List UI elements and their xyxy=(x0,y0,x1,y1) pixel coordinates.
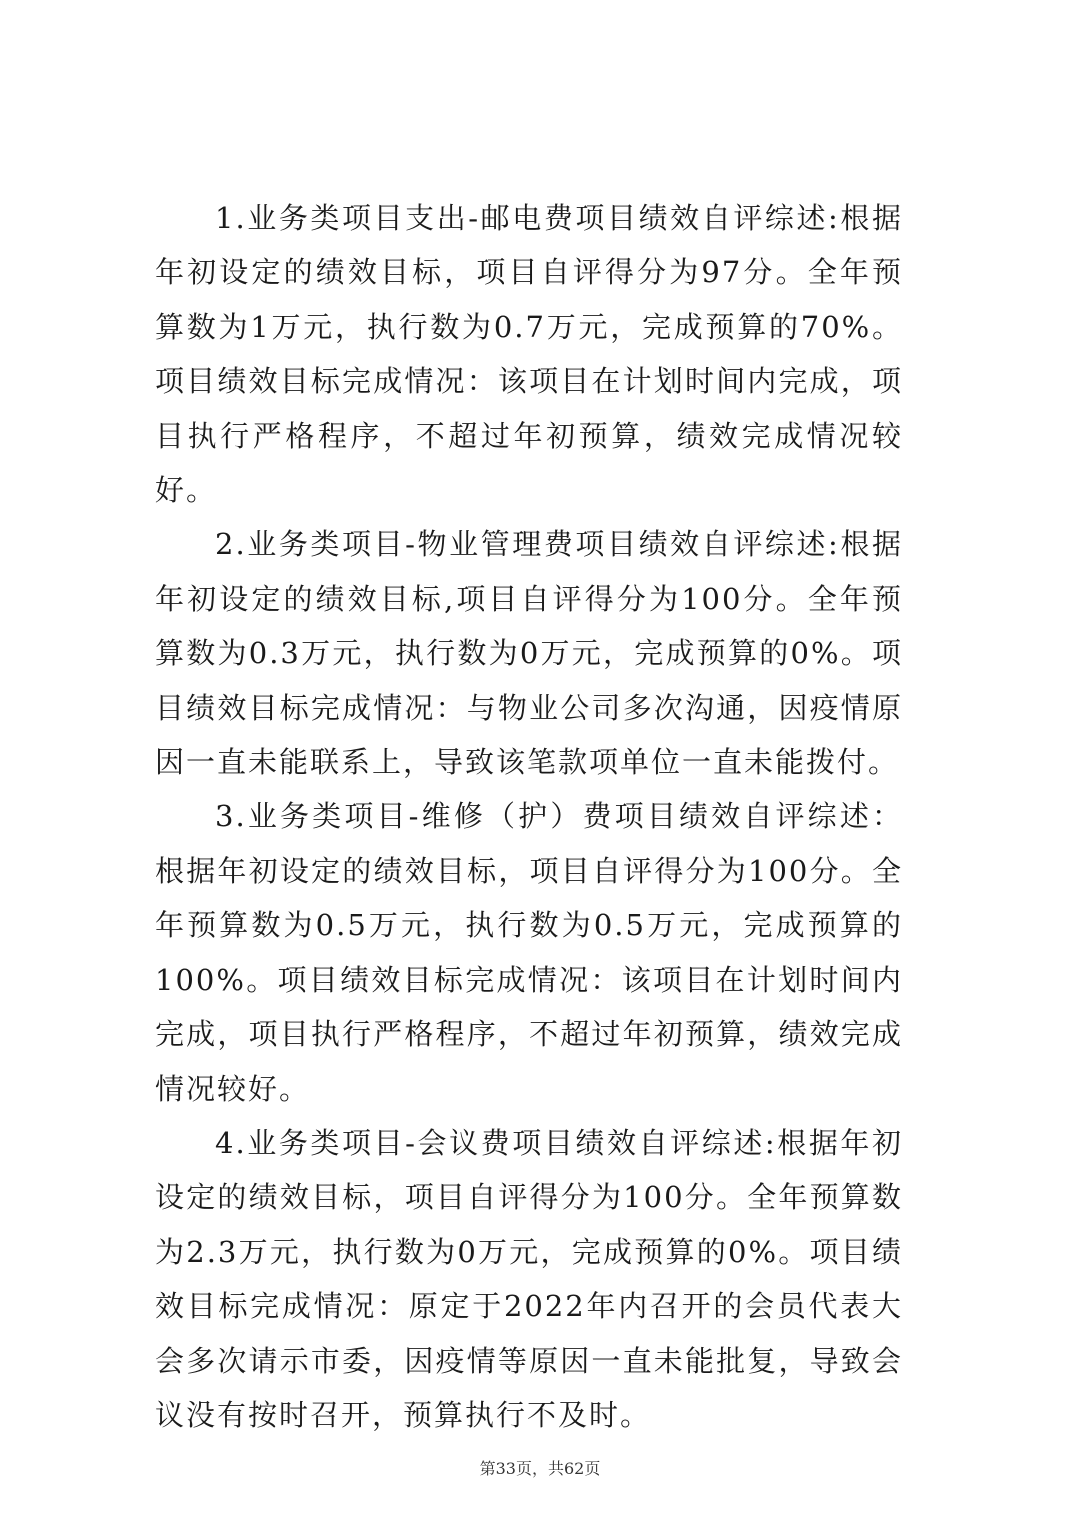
document-body xyxy=(155,191,903,1442)
paragraph-meeting-fee: 4.业务类项目-会议费项目绩效自评综述:根据年初设定的绩效目标，项目自评得分为100分。全年预算数为2.3万元，执行数为0万元，完成预算的0%。项目绩效目标完成情况：原定于2022年内召开的会员代表大会多次请示市委，因疫情等原因一直未能批复，导致会议没有按时召开，预算执行不及时。 xyxy=(155,1125,903,1432)
paragraph-maintenance-fee: 3.业务类项目-维修（护）费项目绩效自评综述：根据年初设定的绩效目标，项目自评得分为100分。全年预算数为0.5万元，执行数为0.5万元，完成预算的100%。项目绩效目标完成情况：该项目在计划时间内完成，项目执行严格程序，不超过年初预算，绩效完成情况较好。 xyxy=(155,799,903,1106)
paragraph-postage-fee: 1.业务类项目支出-邮电费项目绩效自评综述:根据年初设定的绩效目标，项目自评得分为97分。全年预算数为1万元，执行数为0.7万元，完成预算的70%。项目绩效目标完成情况：该项目在计划时间内完成，项目执行严格程序，不超过年初预算，绩效完成情况较好。 xyxy=(155,201,903,508)
page-number-footer: 第33页，共62页 xyxy=(479,1459,601,1478)
paragraph-property-management-fee: 2.业务类项目-物业管理费项目绩效自评综述:根据年初设定的绩效目标,项目自评得分为100分。全年预算数为0.3万元，执行数为0万元，完成预算的0%。项目绩效目标完成情况：与物业公司多次沟通，因疫情原因一直未能联系上，导致该笔款项单位一直未能拨付。 xyxy=(155,527,903,780)
